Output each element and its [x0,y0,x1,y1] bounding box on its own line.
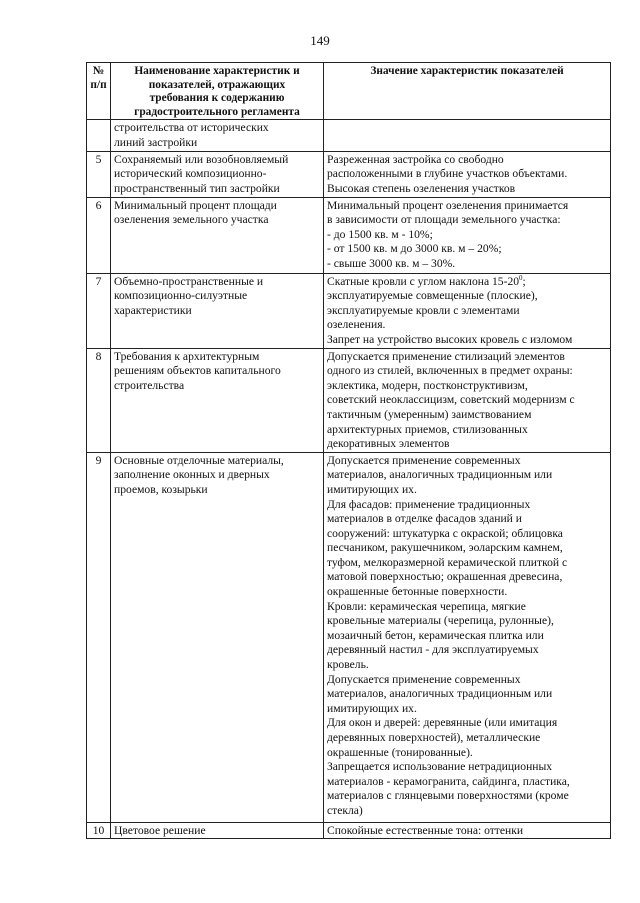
text-line: 5 [95,152,102,166]
text-line: матовой поверхностью; окрашенная древесина, [327,570,563,584]
text-line: характеристики [114,303,192,317]
row-characteristic [111,151,324,197]
text-line: линий застройки [114,135,198,149]
text-line: композиционно-силуэтные [114,289,248,303]
text-line: проемов, козырьки [114,482,208,496]
text-line: материалов, аналогичных традиционным или [327,468,553,482]
row-number [87,273,111,348]
text-line: деревянный настил - для эксплуатируемых [327,643,539,657]
text-line: Основные отделочные материалы, [114,453,284,467]
regulation-table [86,62,611,839]
text-line: песчаником, ракушечником, эоларским камнем, [327,541,563,555]
text-line: в зависимости от площади земельного участка: [327,213,561,227]
text-line: Спокойные естественные тона: оттенки [327,823,524,837]
text-line: кровельные материалы (черепица, рулонные), [327,614,554,628]
row-number [87,197,111,273]
row-value [324,822,611,839]
text-line: материалов, аналогичных традиционным или [327,687,553,701]
text-line: озеленения земельного участка [114,213,269,227]
text-line: Для окон и дверей: деревянные (или имитация [327,716,558,730]
text-line: материалов - керамогранита, сайдинга, пластика, [327,774,570,788]
text-line: тактичным (умеренным) заимствованием [327,407,532,421]
row-characteristic [111,348,324,452]
text-line: эклектика, модерн, постконструктивизм, [327,378,528,392]
text-line: 9 [95,453,102,467]
text-line: градостроительного регламента [134,105,300,118]
row-characteristic [111,197,324,273]
table-row [87,120,611,151]
row-value [324,197,611,273]
table-row [87,151,611,197]
degree-superscript: 0 [519,273,523,282]
text-line: имитирующих их. [327,482,417,496]
row-characteristic [111,273,324,348]
text-line: строительства от исторических [114,121,269,135]
text-line: исторический композиционно- [114,167,267,181]
row-characteristic [111,120,324,151]
text-line: сооружений: штукатурка с окраской; облицовка [327,526,563,540]
text-line: одного из стилей, включенных в предмет охраны: [327,364,573,378]
text-line: - свыше 3000 кв. м – 30%. [327,256,456,270]
row-value [324,273,611,348]
text-line: материалов в отделке фасадов зданий и [327,512,522,526]
text-line: Кровли: керамическая черепица, мягкие [327,599,526,613]
header-name [111,63,324,120]
text-line: архитектурных приемов, стилизованных [327,422,528,436]
text-line: Значение характеристик показателей [370,65,564,77]
text-line: пространственный тип застройки [114,181,280,195]
text-line: 7 [95,274,102,288]
text-line: стекла) [327,803,363,817]
text-line: показателей, отражающих [148,78,286,91]
text-line: мозаичный бетон, керамическая плитка или [327,628,544,642]
text-line: Наименование характеристик и [134,65,300,77]
text-line: материалов с глянцевыми поверхностями (кроме [327,789,569,803]
text-line: Допускается применение современных [327,672,521,686]
text-line: Минимальный процент площади [114,198,277,212]
text-line: Запрет на устройство высоких кровель с изломом [327,332,573,346]
row-characteristic [111,822,324,839]
text-line: Цветовое решение [114,823,206,837]
text-line: № [92,65,105,77]
text-line: 6 [95,198,102,212]
text-line: эксплуатируемые совмещенные (плоские), [327,289,538,303]
text-line: имитирующих их. [327,701,417,715]
text-line: 10 [92,823,105,837]
text-line: туфом, мелкоразмерной керамической плиткой с [327,555,568,569]
row-number [87,452,111,822]
header-num [87,63,111,120]
table-row [87,348,611,452]
table-row [87,273,611,348]
row-number [87,120,111,151]
text-line: Сохраняемый или возобновляемый [114,152,289,166]
text-line: Требования к архитектурным [114,349,260,363]
text-line: эксплуатируемые кровли с элементами [327,303,520,317]
text-line: Для фасадов: применение традиционных [327,497,531,511]
roof-angle-line: Скатные кровли с углом наклона $15-20^0$; [327,273,526,288]
text-line: озеленения. [327,318,386,332]
text-line: Разреженная застройка со свободно [327,152,504,166]
text-line: - от 1500 кв. м до 3000 кв. м – 20%; [327,242,502,256]
text-line: решениям объектов капитального [114,364,281,378]
table-header-row [87,63,611,120]
roof-rest-text: ; [522,274,526,288]
text-line: окрашенные бетонные поверхности. [327,585,508,599]
text-line: Минимальный процент озеленения принимается [327,198,569,212]
text-line: окрашенные (тонированные). [327,745,473,759]
text-line: заполнение оконных и дверных [114,468,270,482]
text-line: расположенными в глубине участков объектами. [327,167,568,181]
text-line: Высокая степень озеленения участков [327,181,516,195]
row-value [324,151,611,197]
text-line: деревянных поверхностей), металлические [327,731,541,744]
text-line: Допускается применение стилизаций элементов [327,349,565,363]
row-number [87,151,111,197]
row-value [324,120,611,151]
row-value [324,348,611,452]
text-line: - до 1500 кв. м - 10%; [327,227,433,241]
text-line: Запрещается использование нетрадиционных [327,760,553,774]
text-line: декоративных элементов [327,437,450,451]
row-number [87,348,111,452]
row-number [87,822,111,839]
row-characteristic [111,452,324,822]
text-line: кровель. [327,658,369,672]
table-row [87,452,611,822]
text-line: 8 [95,349,102,363]
table-row [87,822,611,839]
text-line: Допускается применение современных [327,453,521,467]
page-number: 149 [310,33,330,48]
row-value [324,452,611,822]
table-row [87,197,611,273]
text-line: советский неоклассицизм, советский модернизм с [327,393,575,407]
text-line: Объемно-пространственные и [114,274,264,288]
text-line: строительства [114,378,185,392]
header-value [324,63,611,120]
text-line: требования к содержанию [149,92,285,105]
text-line: п/п [90,78,107,91]
